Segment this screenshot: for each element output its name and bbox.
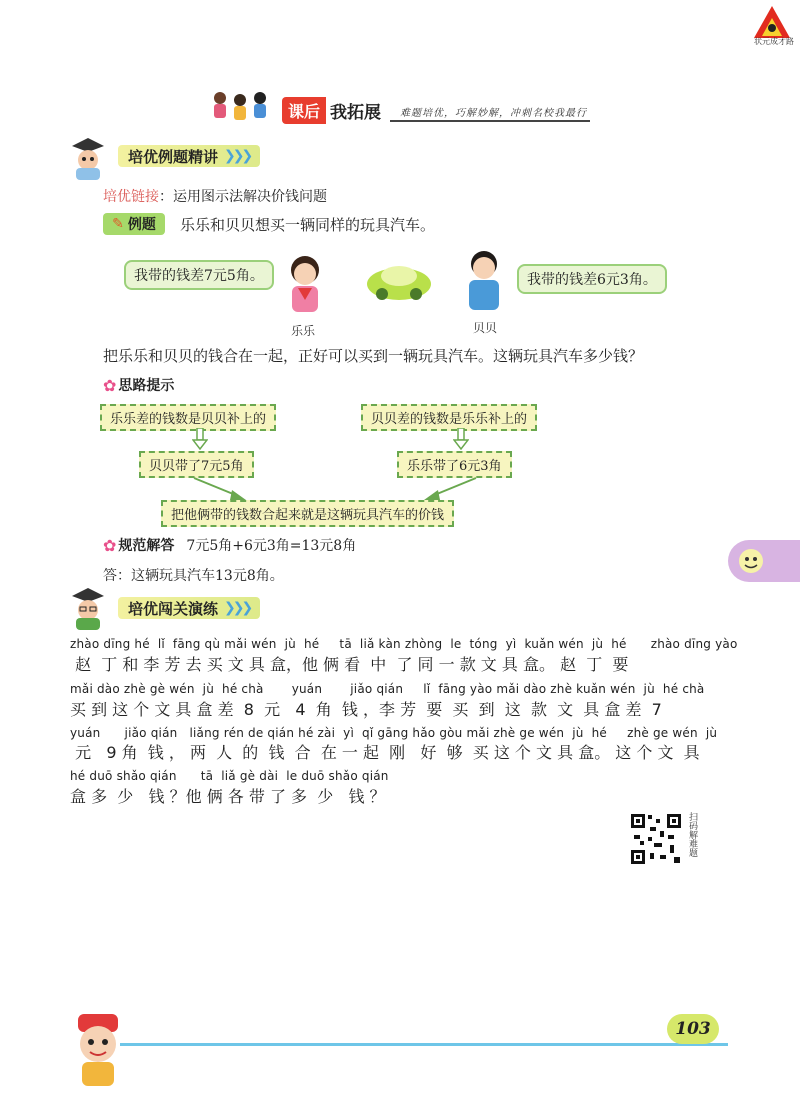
answer-title: 规范解答 xyxy=(118,538,175,554)
section-title: 培优闯关演练 xyxy=(128,599,219,618)
flower-icon: ✿ xyxy=(103,535,117,555)
footer-rule xyxy=(120,1043,728,1046)
mascot-character-icon xyxy=(62,1010,134,1092)
hanzi-line-3: 元 9 角 钱 ， 两 人 的 钱 合 在 一 起 刚 好 够 买 这 个 文 具 盒。 这 个 文 具 xyxy=(70,743,700,762)
professor-character-icon xyxy=(66,586,110,632)
publisher-logo-text: 状元成才路 xyxy=(754,37,794,46)
qr-code-label: 扫码解难题 xyxy=(687,812,697,857)
hanzi-line-1: 赵 丁 和 李 芳 去 买 文 具 盒，他 俩 看 中 了 同 一 款 文 具 盒。 赵 丁 要 xyxy=(70,655,629,674)
section-header-example xyxy=(118,145,260,167)
topic-link-label: 培优链接 xyxy=(103,189,159,205)
boy-beibei-icon xyxy=(455,244,513,316)
side-tab-character-icon xyxy=(734,544,768,578)
hanzi-line-2: 买 到 这 个 文 具 盒 差 8 元 4 角 钱 ，李 芳 要 买 到 这 款 文 具 盒 差 7 xyxy=(70,700,662,719)
banner-underline xyxy=(390,120,590,122)
banner-subtitle: 难题培优，巧解妙解，冲刺名校我最行 xyxy=(400,108,587,119)
answer-text: 答：这辆玩具汽车13元8角。 xyxy=(103,568,284,584)
chevrons-icon: ❯❯❯ xyxy=(224,148,251,164)
answer-formula: 7元5角+6元3角=13元8角 xyxy=(186,538,357,554)
topic-link-text: ：运用图示法解决价钱问题 xyxy=(159,189,327,205)
example-text: 乐乐和贝贝想买一辆同样的玩具汽车。 xyxy=(180,216,436,234)
students-illustration-icon xyxy=(206,88,274,124)
topic-link xyxy=(103,186,327,206)
doctor-character-icon xyxy=(66,136,110,182)
example-question: 把乐乐和贝贝的钱合在一起，正好可以买到一辆玩具汽车。这辆玩具汽车多少钱？ xyxy=(103,347,644,365)
arrow-down-icon xyxy=(192,428,208,450)
arrow-diagonal-left-icon xyxy=(420,476,480,502)
hint-box-top-right: 贝贝差的钱数是乐乐补上的 xyxy=(361,404,537,431)
side-tab xyxy=(728,540,800,582)
section-title: 培优例题精讲 xyxy=(128,147,219,166)
pinyin-line-1: zhào dīng hé lǐ fāng qù mǎi wén jù hé tā liǎ kàn zhòng le tóng yì kuǎn wén jù hé zhào dīng yào xyxy=(70,637,738,651)
example-badge-label: 例题 xyxy=(127,217,156,233)
pinyin-line-4: hé duō shǎo qián tā liǎ gè dài le duō shǎo qián xyxy=(70,769,389,783)
arrow-down-icon xyxy=(453,428,469,450)
flower-icon: ✿ xyxy=(103,375,117,395)
name-label-lele: 乐乐 xyxy=(291,324,316,338)
speech-bubble-left: 我带的钱差7元5角。 xyxy=(124,260,274,290)
hint-title: 思路提示 xyxy=(118,378,175,394)
hint-box-bottom: 把他俩带的钱数合起来就是这辆玩具汽车的价钱 xyxy=(161,500,454,527)
banner-tag-dark: 我拓展 xyxy=(330,102,382,123)
hanzi-line-4: 盒 多 少 钱 ？他 俩 各 带 了 多 少 钱 ？ xyxy=(70,787,386,806)
page-number: 103 xyxy=(667,1014,719,1044)
pencil-icon: ✎ xyxy=(112,216,124,232)
answer-header xyxy=(103,535,356,555)
speech-bubble-right: 我带的钱差6元3角。 xyxy=(517,264,667,294)
chevrons-icon: ❯❯❯ xyxy=(224,600,251,616)
pinyin-line-2: mǎi dào zhè gè wén jù hé chà yuán jiǎo qián lǐ fāng yào mǎi dào zhè kuǎn wén jù hé chà xyxy=(70,682,705,696)
arrow-diagonal-right-icon xyxy=(190,476,250,502)
girl-lele-icon xyxy=(276,248,334,318)
section-header-practice xyxy=(118,597,260,619)
banner-title xyxy=(282,98,389,122)
pinyin-line-3: yuán jiǎo qián liǎng rén de qián hé zài yì qǐ gāng hǎo gòu mǎi zhè ge wén jù hé zhè ge wén jù xyxy=(70,726,718,740)
hint-box-top-left: 乐乐差的钱数是贝贝补上的 xyxy=(100,404,276,431)
qr-code-icon[interactable] xyxy=(630,813,682,865)
toy-car-icon xyxy=(364,258,434,304)
hint-box-mid-right: 乐乐带了6元3角 xyxy=(397,451,512,478)
hint-header xyxy=(103,375,174,395)
banner-tag-red: 课后 xyxy=(282,97,326,124)
hint-box-mid-left: 贝贝带了7元5角 xyxy=(139,451,254,478)
name-label-beibei: 贝贝 xyxy=(473,321,498,335)
example-badge xyxy=(103,213,165,235)
